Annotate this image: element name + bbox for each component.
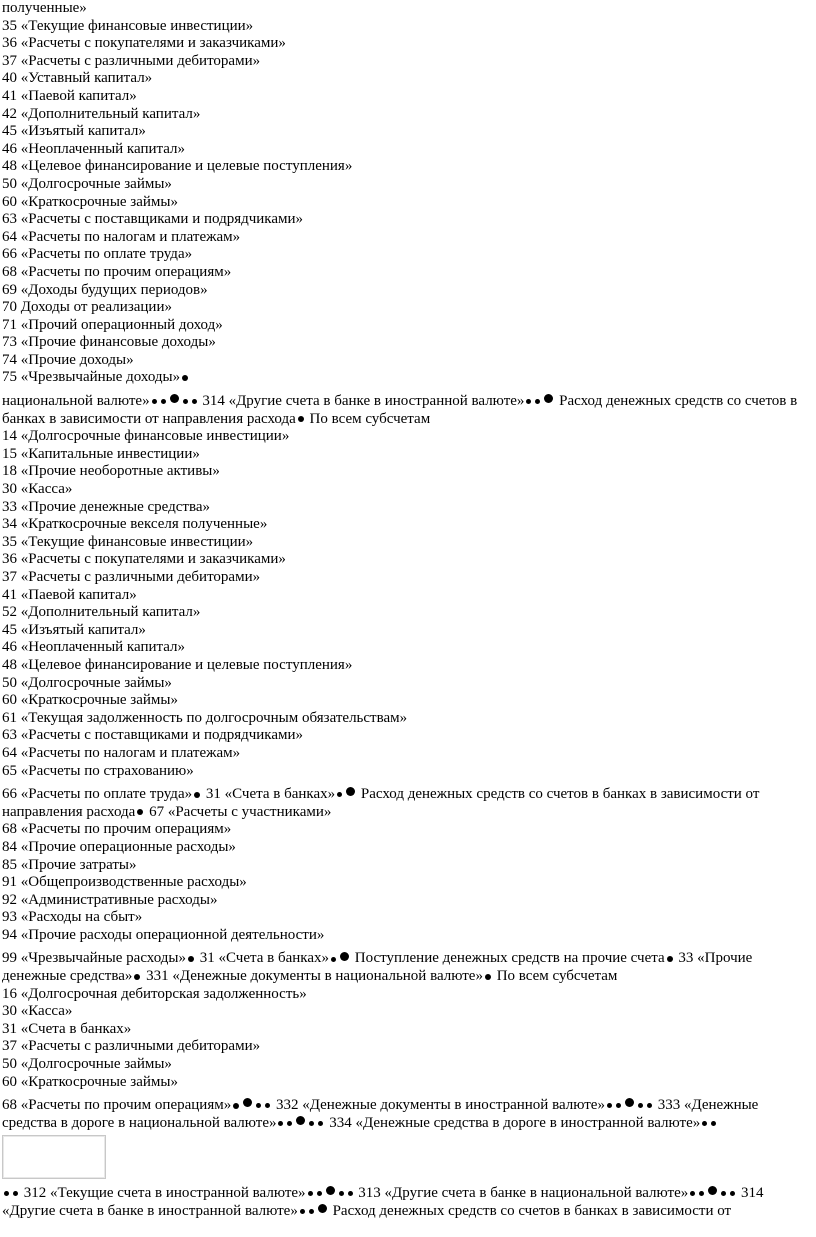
- account-line: 41 «Паевой капитал»: [2, 586, 137, 603]
- account-line: 34 «Краткосрочные векселя полученные»: [2, 516, 268, 533]
- bullet-icon: [300, 1209, 305, 1214]
- account-line: 50 «Долгосрочные займы»: [2, 175, 172, 192]
- paragraph-text: По всем субсчетам: [496, 968, 618, 985]
- account-line: 37 «Расчеты с различными дебиторами»: [2, 52, 261, 69]
- account-line: 60 «Краткосрочные займы»: [2, 193, 178, 210]
- bullet-icon: [309, 1209, 314, 1214]
- bullet-icon: [256, 1103, 261, 1108]
- bullet-icon: [296, 1116, 305, 1125]
- paragraph-text: 31 «Счета в банках»: [205, 786, 336, 803]
- account-line: 91 «Общепроизводственные расходы»: [2, 874, 247, 891]
- bullet-icon: [337, 792, 342, 797]
- bullet-icon: [317, 1191, 322, 1196]
- bullet-paragraph: [2, 1185, 816, 1220]
- account-line: 74 «Прочие доходы»: [2, 351, 134, 368]
- paragraph-text: 332 «Денежные документы в иностранной валюте»: [275, 1097, 605, 1114]
- bullet-icon: [339, 1191, 344, 1196]
- account-line: 40 «Уставный капитал»: [2, 70, 153, 87]
- account-line: 15 «Капитальные инвестиции»: [2, 445, 200, 462]
- account-line: 84 «Прочие операционные расходы»: [2, 838, 236, 855]
- account-line: 14 «Долгосрочные финансовые инвестиции»: [2, 428, 290, 445]
- account-line: 70 Доходы от реализации»: [2, 299, 172, 316]
- paragraph-text: 314 «Другие счета в банке в иностранной валюте»: [202, 393, 525, 410]
- paragraph-text: Расход денежных средств со счетов в банках в зависимости от направления расхода: [2, 393, 798, 427]
- paragraph-text: 331 «Денежные документы в национальной валюте»: [146, 968, 483, 985]
- account-line: 69 «Доходы будущих периодов»: [2, 281, 208, 298]
- paragraph-text: 313 «Другие счета в банке в национальной валюте»: [358, 1185, 689, 1202]
- account-line: 36 «Расчеты с покупателями и заказчиками»: [2, 551, 286, 568]
- bullet-icon: [318, 1204, 327, 1213]
- bullet-icon: [152, 399, 157, 404]
- bullet-icon: [182, 375, 188, 381]
- bullet-icon: [544, 394, 553, 403]
- account-label: 75 «Чрезвычайные доходы»: [2, 369, 181, 386]
- bullet-icon: [4, 1191, 9, 1196]
- bullet-icon: [721, 1191, 726, 1196]
- bullet-icon: [287, 1121, 292, 1126]
- account-line: 60 «Краткосрочные займы»: [2, 1073, 178, 1090]
- bullet-icon: [243, 1098, 252, 1107]
- bullet-icon: [265, 1103, 270, 1108]
- paragraph-text: 312 «Текущие счета в иностранной валюте»: [23, 1185, 306, 1202]
- account-line: 33 «Прочие денежные средства»: [2, 498, 211, 515]
- paragraph-text: 67 «Расчеты с участниками»: [149, 803, 332, 820]
- bullet-icon: [188, 956, 194, 962]
- paragraph-text: 66 «Расчеты по оплате труда»: [2, 786, 193, 803]
- account-line: 35 «Текущие финансовые инвестиции»: [2, 17, 254, 34]
- bullet-icon: [730, 1191, 735, 1196]
- bullet-icon: [137, 809, 143, 815]
- account-line: 68 «Расчеты по прочим операциям»: [2, 263, 232, 280]
- account-line: 63 «Расчеты с поставщиками и подрядчиками»: [2, 211, 304, 228]
- account-line: 46 «Неоплаченный капитал»: [2, 639, 186, 656]
- account-line: 35 «Текущие финансовые инвестиции»: [2, 533, 254, 550]
- account-line: 63 «Расчеты с поставщиками и подрядчиками»: [2, 727, 304, 744]
- bullet-icon: [326, 1186, 335, 1195]
- bullet-icon: [711, 1121, 716, 1126]
- account-line: [2, 369, 816, 387]
- bullet-icon: [13, 1191, 18, 1196]
- paragraph-text: 68 «Расчеты по прочим операциям»: [2, 1097, 232, 1114]
- bullet-icon: [233, 1103, 239, 1109]
- account-line: 61 «Текущая задолженность по долгосрочным обязательствам»: [2, 709, 408, 726]
- bullet-icon: [170, 394, 179, 403]
- bullet-icon: [192, 399, 197, 404]
- account-line: 60 «Краткосрочные займы»: [2, 692, 178, 709]
- bullet-icon: [647, 1103, 652, 1108]
- account-line: 64 «Расчеты по налогам и платежам»: [2, 744, 241, 761]
- account-line: 31 «Счета в банках»: [2, 1020, 132, 1037]
- account-line: 37 «Расчеты с различными дебиторами»: [2, 1038, 261, 1055]
- bullet-icon: [298, 416, 304, 422]
- account-line: 30 «Касса»: [2, 1003, 73, 1020]
- paragraph-text: Расход денежных средств со счетов в банках в зависимости от направления расхода: [2, 786, 760, 820]
- paragraph-text: 314 «Другие счета в банке в иностранной валюте»: [2, 1185, 764, 1219]
- text-line: полученные»: [2, 0, 87, 16]
- image-placeholder: [2, 1135, 106, 1179]
- account-line: 50 «Долгосрочные займы»: [2, 1056, 172, 1073]
- account-line: 30 «Касса»: [2, 481, 73, 498]
- bullet-icon: [318, 1121, 323, 1126]
- account-line: 50 «Долгосрочные займы»: [2, 674, 172, 691]
- bullet-icon: [699, 1191, 704, 1196]
- paragraph-text: национальной валюте»: [2, 393, 150, 410]
- bullet-icon: [194, 792, 200, 798]
- bullet-icon: [638, 1103, 643, 1108]
- paragraph-text: 333 «Денежные средства в дороге в национальной валюте»: [2, 1097, 759, 1131]
- account-line: 94 «Прочие расходы операционной деятельности»: [2, 926, 325, 943]
- bullet-icon: [278, 1121, 283, 1126]
- bullet-icon: [346, 787, 355, 796]
- bullet-paragraph: [2, 780, 816, 821]
- bullet-icon: [607, 1103, 612, 1108]
- account-line: 16 «Долгосрочная дебиторская задолженность»: [2, 985, 307, 1002]
- bullet-paragraph: [2, 1091, 816, 1132]
- account-line: 18 «Прочие необоротные активы»: [2, 463, 220, 480]
- bullet-icon: [309, 1121, 314, 1126]
- bullet-icon: [308, 1191, 313, 1196]
- account-line: 66 «Расчеты по оплате труда»: [2, 246, 193, 263]
- bullet-icon: [331, 957, 336, 962]
- bullet-icon: [616, 1103, 621, 1108]
- account-line: 73 «Прочие финансовые доходы»: [2, 334, 216, 351]
- account-line: 92 «Административные расходы»: [2, 891, 218, 908]
- account-line: 71 «Прочий операционный доход»: [2, 316, 223, 333]
- bullet-icon: [526, 399, 531, 404]
- account-line: 45 «Изъятый капитал»: [2, 123, 146, 140]
- bullet-icon: [340, 952, 349, 961]
- account-line: 93 «Расходы на сбыт»: [2, 909, 143, 926]
- bullet-paragraph: [2, 387, 816, 428]
- paragraph-text: Поступление денежных средств на прочие счета: [354, 950, 665, 967]
- account-line: 42 «Дополнительный капитал»: [2, 105, 201, 122]
- account-line: 37 «Расчеты с различными дебиторами»: [2, 569, 261, 585]
- paragraph-text: По всем субсчетам: [309, 410, 431, 427]
- bullet-icon: [708, 1186, 717, 1195]
- account-line: 45 «Изъятый капитал»: [2, 621, 146, 638]
- account-line: 52 «Дополнительный капитал»: [2, 604, 201, 621]
- bullet-paragraph: [2, 944, 816, 985]
- bullet-icon: [690, 1191, 695, 1196]
- paragraph-text: Расход денежных средств со счетов в банках в зависимости от: [332, 1203, 732, 1219]
- bullet-icon: [485, 974, 491, 980]
- account-line: 64 «Расчеты по налогам и платежам»: [2, 228, 241, 245]
- bullet-icon: [134, 974, 140, 980]
- account-line: 36 «Расчеты с покупателями и заказчиками»: [2, 35, 286, 52]
- paragraph-text: 334 «Денежные средства в дороге в иностранной валюте»: [329, 1114, 701, 1131]
- paragraph-text: 99 «Чрезвычайные расходы»: [2, 950, 186, 967]
- bullet-icon: [348, 1191, 353, 1196]
- account-line: 65 «Расчеты по страхованию»: [2, 762, 194, 779]
- paragraph-text: 31 «Счета в банках»: [199, 950, 330, 967]
- account-line: 85 «Прочие затраты»: [2, 856, 137, 873]
- bullet-icon: [161, 399, 166, 404]
- account-line: 48 «Целевое финансирование и целевые поступления»: [2, 656, 353, 673]
- account-line: 68 «Расчеты по прочим операциям»: [2, 821, 232, 838]
- bullet-icon: [625, 1098, 634, 1107]
- account-line: 41 «Паевой капитал»: [2, 87, 137, 104]
- bullet-icon: [183, 399, 188, 404]
- bullet-icon: [667, 956, 673, 962]
- bullet-icon: [535, 399, 540, 404]
- account-line: 46 «Неоплаченный капитал»: [2, 140, 186, 157]
- bullet-icon: [702, 1121, 707, 1126]
- account-line: 48 «Целевое финансирование и целевые поступления»: [2, 158, 353, 175]
- paragraph-text: 33 «Прочие денежные средства»: [2, 950, 753, 985]
